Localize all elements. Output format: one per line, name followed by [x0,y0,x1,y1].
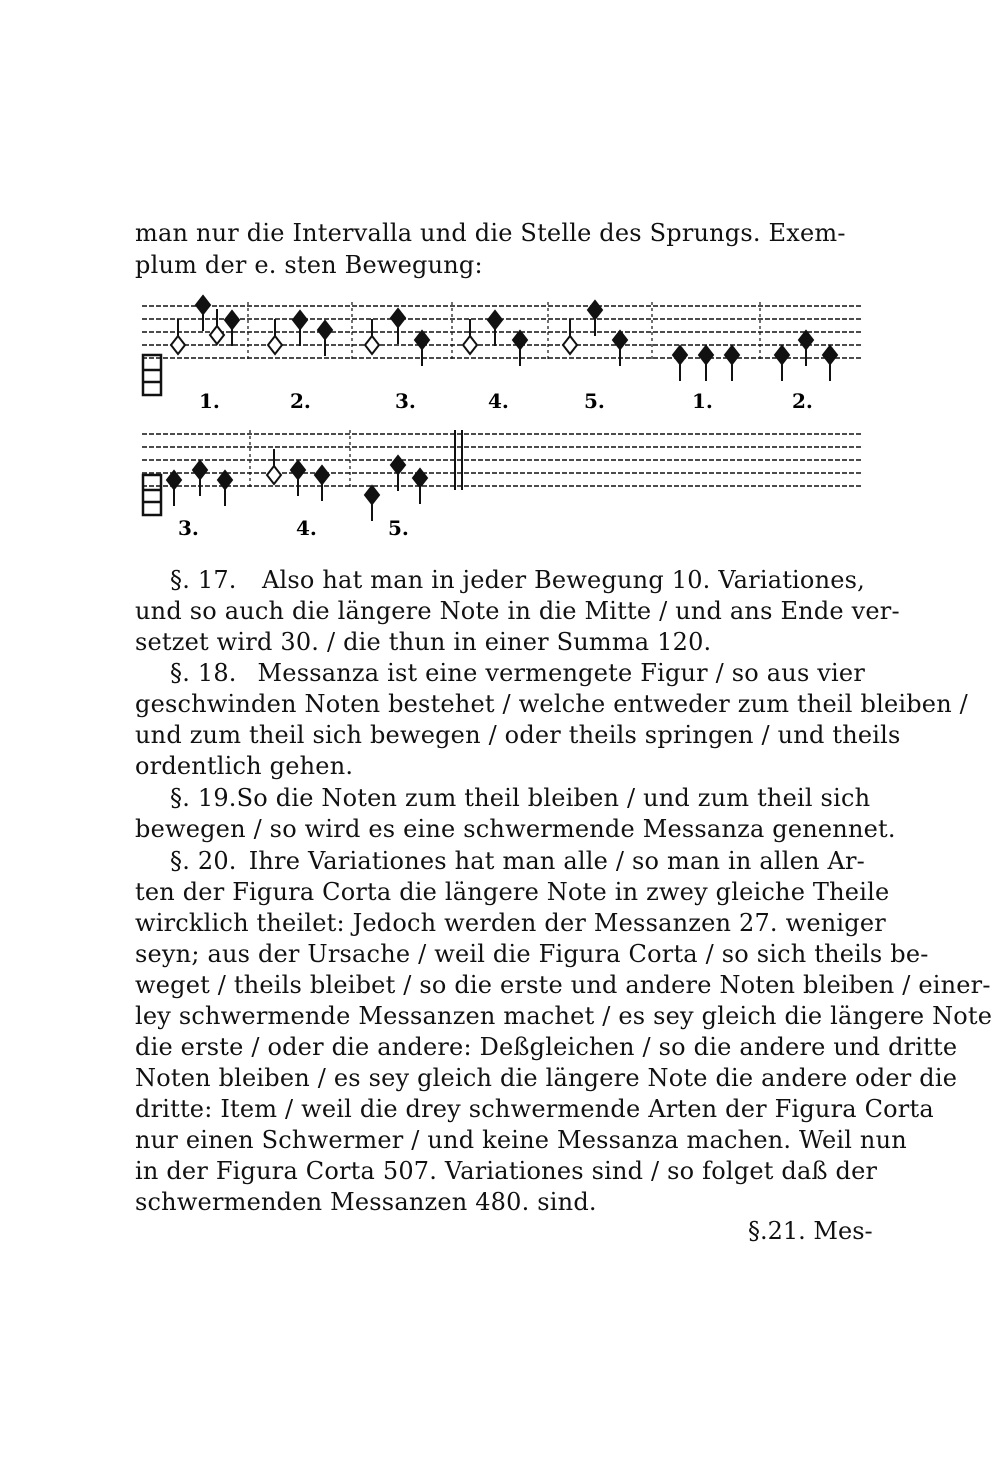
section-text: bewegen / so wird es eine schwermende Messanza genennet. [135,815,896,843]
note-head [291,461,305,479]
section-20-line-2 [135,877,890,907]
section-text: So die Noten zum theil bleiben / und zum theil sich [236,784,871,812]
note-head [725,346,739,364]
music-staff-1 [142,302,862,395]
section-text: dritte: Item / weil die drey schwermende Arten der Figura Corta [135,1095,934,1123]
note-head [413,469,427,487]
section-text: ordentlich gehen. [135,752,354,780]
section-text: geschwinden Noten bestehet / welche entweder zum theil bleiben / [135,690,968,718]
example-number: 4. [488,389,509,413]
example-number: 5. [388,516,409,540]
example-number: 1. [199,389,220,413]
note-head [775,346,789,364]
section-text: Also hat man in jeder Bewegung 10. Variationes, [262,566,865,594]
note-head [613,331,627,349]
section-text: ten der Figura Corta die längere Note in zwey gleiche Theile [135,878,890,906]
section-20-line-6 [135,1001,993,1031]
section-number: §. 20. [170,847,237,875]
section-text: die erste / oder die andere: Deßgleichen / so die andere und dritte [135,1033,958,1061]
note-head [699,346,713,364]
note-head [210,326,224,344]
section-text: schwermenden Messanzen 480. sind. [135,1188,597,1216]
example-number: 3. [178,516,199,540]
section-text: in der Figura Corta 507. Variationes sind / so folget daß der [135,1157,878,1185]
section-text: Noten bleiben / es sey gleich die längere Note die andere oder die [135,1064,958,1092]
section-text: und zum theil sich bewegen / oder theils springen / und theils [135,721,901,749]
example-number: 2. [290,389,311,413]
note-head [463,336,477,354]
section-text: wircklich theilet: Jedoch werden der Messanzen 27. weniger [135,909,886,937]
note-head [799,331,813,349]
section-18-line-2 [135,689,968,719]
clef-sign [143,355,161,395]
note-head [513,331,527,349]
section-20-line-7 [135,1032,958,1062]
section-number: §. 18. [170,659,237,687]
section-text: weget / theils bleibet / so die erste und andere Noten bleiben / einer- [135,971,991,999]
section-text: nur einen Schwermer / und keine Messanza machen. Weil nun [135,1126,907,1154]
section-text: Messanza ist eine vermengete Figur / so aus vier [257,659,865,687]
example-number: 4. [296,516,317,540]
section-text: und so auch die längere Note in die Mitte / und ans Ende ver- [135,597,900,625]
note-head [315,466,329,484]
section-17-line-3 [135,627,865,657]
note-head [415,331,429,349]
note-head [673,346,687,364]
section-19-line-2 [135,814,896,844]
section-text: setzet wird 30. / die thun in einer Summa 120. [135,628,712,656]
note-head [293,311,307,329]
section-20-line-11 [135,1156,878,1186]
section-20-line-9 [135,1094,934,1124]
section-text: ley schwermende Messanzen machet / es sey gleich die längere Note [135,1002,993,1030]
music-example [0,0,1000,560]
note-head [588,301,602,319]
note-head [365,336,379,354]
catchword: §.21. Mes- [748,1217,873,1245]
section-number: §. 17. [170,566,237,594]
section-20-line-1 [170,846,865,876]
section-20-line-12 [135,1187,865,1217]
note-head [268,336,282,354]
note-head [171,336,185,354]
note-head [196,296,210,314]
section-18-line-3 [135,720,901,750]
example-number: 2. [792,389,813,413]
section-17-line-2 [135,596,900,626]
note-head [318,321,332,339]
section-number: §. 19. [170,784,237,812]
note-head [391,309,405,327]
section-20-line-4 [135,939,929,969]
section-18-line-4 [135,751,865,781]
example-number: 3. [395,389,416,413]
section-text: Ihre Variationes hat man alle / so man in allen Ar- [248,847,865,875]
section-18-line-1 [170,658,865,688]
note-head [391,456,405,474]
note-head [563,336,577,354]
note-head [365,486,379,504]
intro-text-1: man nur die Intervalla und die Stelle des Sprungs. Exem- [135,219,846,247]
example-number: 1. [692,389,713,413]
section-20-line-8 [135,1063,958,1093]
section-17-line-1 [170,565,865,595]
note-head [823,346,837,364]
note-head [225,311,239,329]
example-number: 5. [584,389,605,413]
note-head [488,311,502,329]
note-head [267,466,281,484]
section-19-line-1 [170,783,871,813]
note-head [193,461,207,479]
clef-sign [143,475,161,515]
section-20-line-10 [135,1125,907,1155]
section-text: seyn; aus der Ursache / weil die Figura Corta / so sich theils be- [135,940,929,968]
intro-text-2: plum der e. sten Bewegung: [135,251,483,279]
section-20-line-3 [135,908,886,938]
section-20-line-5 [135,970,991,1000]
music-staff-2 [142,430,862,515]
